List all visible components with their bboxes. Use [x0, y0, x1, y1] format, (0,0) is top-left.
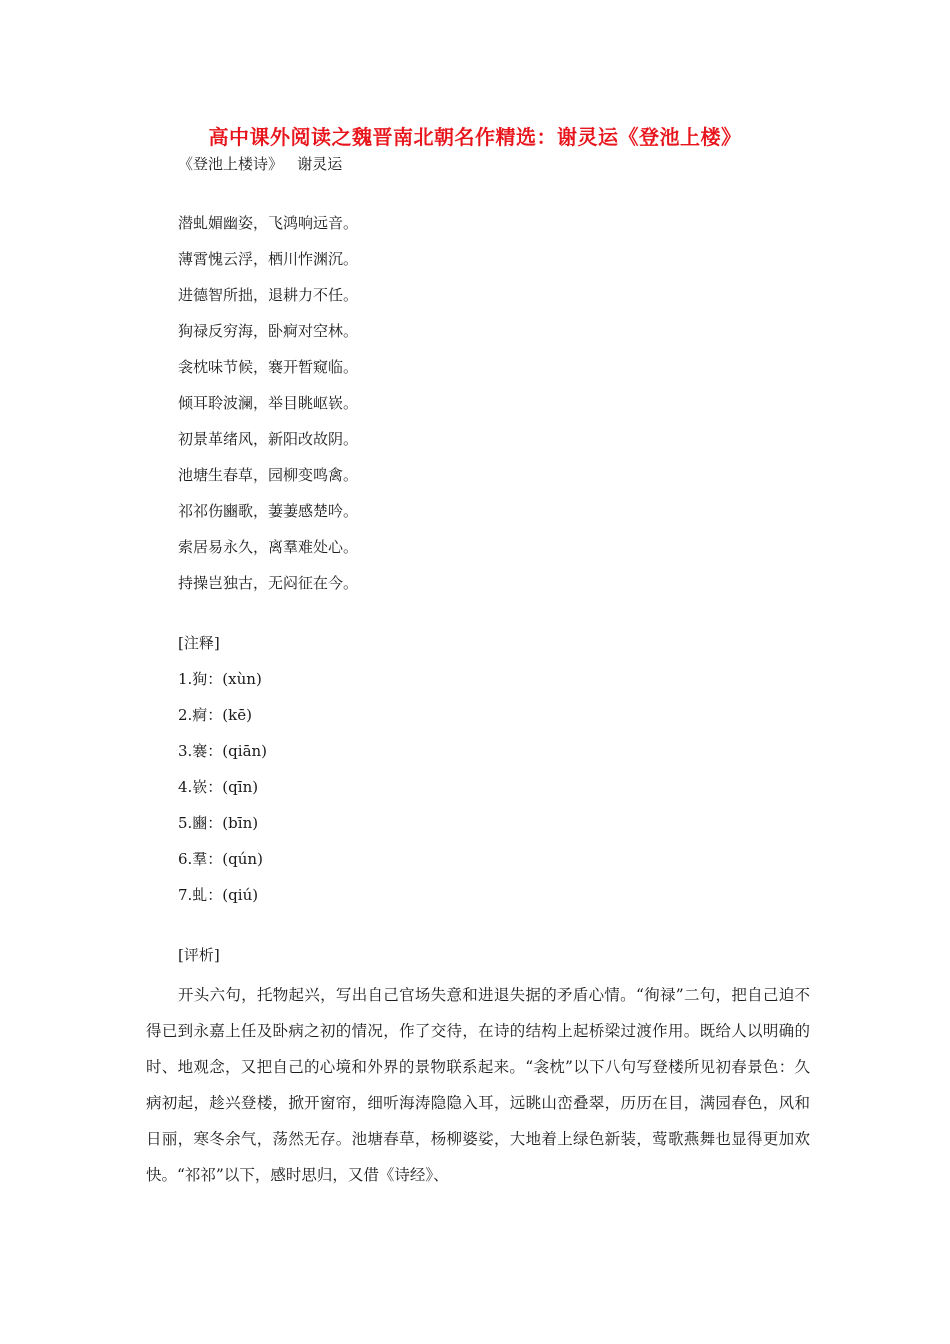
poem-subtitle: 《登池上楼诗》 谢灵运: [178, 155, 343, 173]
poem-line: 狥禄反穷海，卧痾对空林。: [178, 322, 359, 340]
note-item: 7.虬：(qiú): [178, 886, 259, 904]
poem-line: 祁祁伤豳歌，萋萋感楚吟。: [178, 502, 359, 520]
note-item: 3.褰：(qiān): [178, 742, 268, 760]
note-item: 5.豳：(bīn): [178, 814, 259, 832]
poem-line: 初景革绪风，新阳改故阴。: [178, 430, 359, 448]
poem-line: 索居易永久，离羣难处心。: [178, 538, 359, 556]
commentary-paragraph: 开头六句，托物起兴，写出自己官场失意和进退失据的矛盾心情。“徇禄”二句，把自己迫不得已到永嘉上任及卧病之初的情况，作了交待，在诗的结构上起桥梁过渡作用。既给人以明确的时、地观念，又把自己的心境和外界的景物联系起来。“衾枕”以下八句写登楼所见初春景色：久病初起，趁兴登楼，掀开窗帘，细听海涛隐隐入耳，远眺山峦叠翠，历历在目，满园春色，风和日丽，寒冬余气，荡然无存。池塘春草，杨柳婆娑，大地着上绿色新装，莺歌燕舞也显得更加欢快。“祁祁”以下，感时思归，又借《诗经》、: [146, 986, 810, 1184]
notes-heading: [注释]: [178, 634, 220, 652]
note-item: 1.狥：(xùn): [178, 670, 262, 688]
note-item: 2.痾：(kē): [178, 706, 252, 724]
poem-line: 进德智所拙，退耕力不任。: [178, 286, 359, 304]
poem-line: 薄霄愧云浮，栖川怍渊沉。: [178, 250, 359, 268]
page-title: 高中课外阅读之魏晋南北朝名作精选：谢灵运《登池上楼》: [208, 125, 742, 149]
note-item: 6.羣：(qún): [178, 850, 263, 868]
poem-line: 池塘生春草，园柳变鸣禽。: [178, 466, 359, 484]
poem-line: 倾耳聆波澜，举目眺岖嵚。: [178, 394, 359, 412]
note-item: 4.嵚：(qīn): [178, 778, 259, 796]
commentary-heading: [评析]: [178, 946, 220, 964]
poem-line: 潜虬媚幽姿，飞鸿响远音。: [178, 214, 359, 232]
poem-line: 衾枕味节候，褰开暂窥临。: [178, 358, 359, 376]
poem-line: 持操岂独古，无闷征在今。: [178, 574, 359, 592]
